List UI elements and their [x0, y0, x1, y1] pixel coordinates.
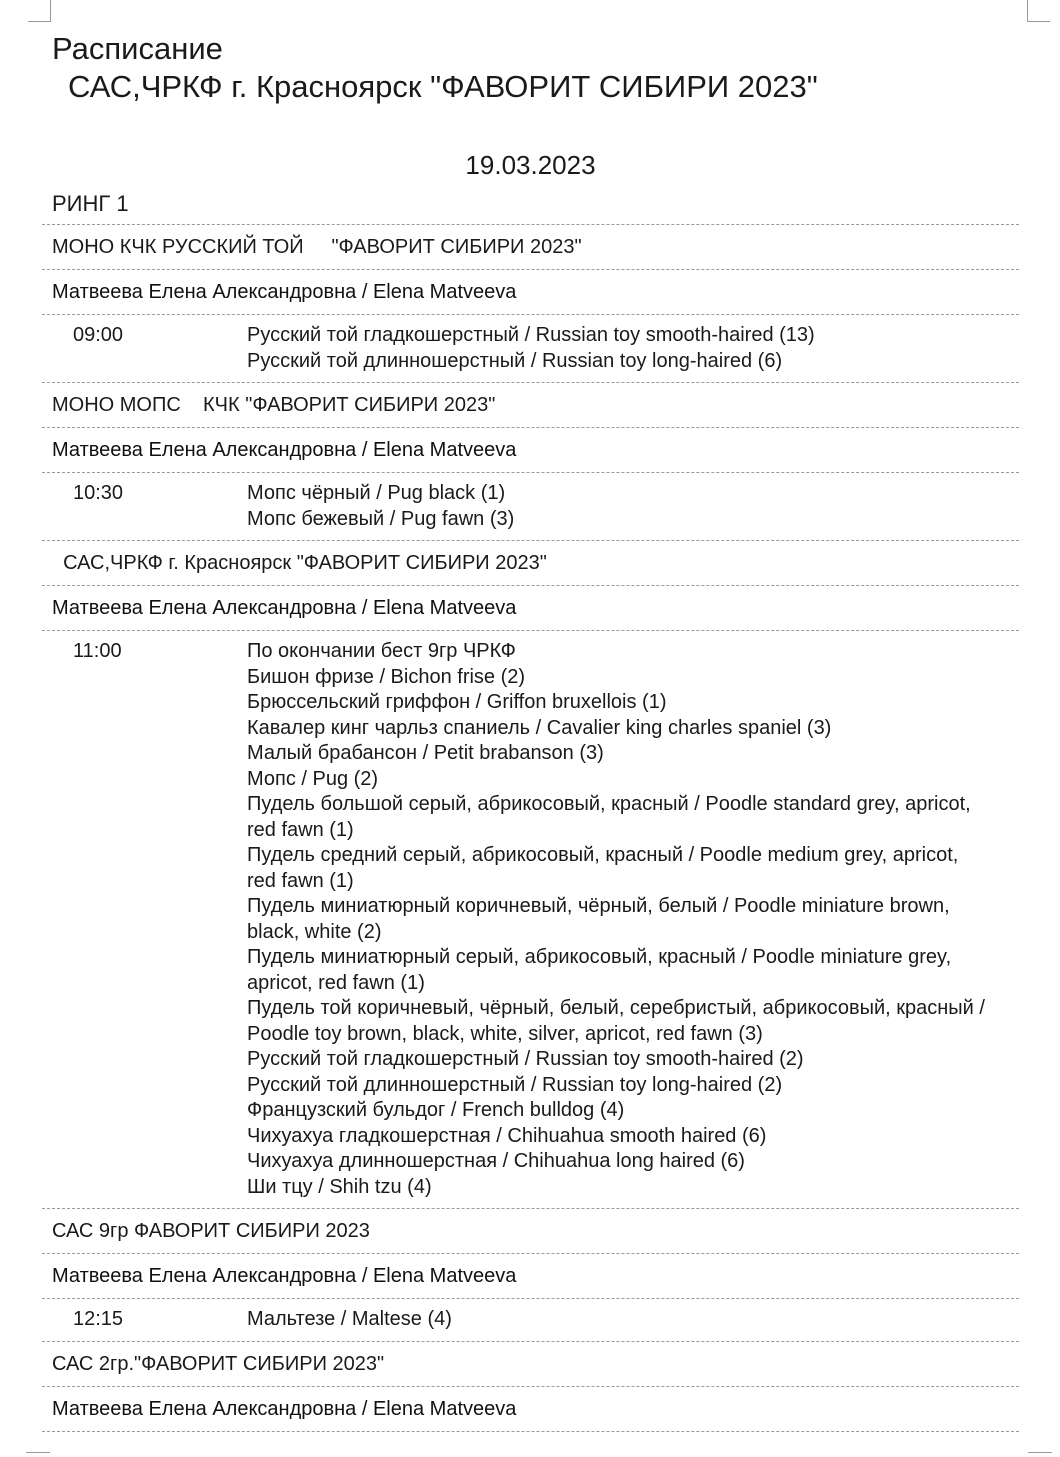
- judge-name: Матвеева Елена Александровна / Elena Matveeva: [52, 1397, 517, 1420]
- crop-mark-bottom-right-h: [1028, 1452, 1052, 1453]
- breed-item: Чихуахуа гладкошерстная / Chihuahua smooth haired (6): [247, 1124, 767, 1147]
- breed-item: Пудель миниатюрный коричневый, чёрный, белый / Poodle miniature brown, black, white (2): [247, 895, 950, 943]
- schedule-row: [42, 315, 1019, 382]
- breed-item: Брюссельский гриффон / Griffon bruxellois (1): [247, 691, 667, 713]
- breed-list: [247, 1307, 987, 1333]
- schedule-blocks: [42, 224, 1019, 1432]
- judge-name: Матвеева Елена Александровна / Elena Matveeva: [52, 597, 517, 619]
- schedule-time: 11:00: [73, 640, 122, 662]
- schedule-row: [42, 631, 1019, 1208]
- breed-item: Русский той длинношерстный / Russian toy long-haired (6): [247, 349, 783, 372]
- crop-mark-top-left-h: [28, 21, 50, 22]
- schedule-row: [42, 473, 1019, 540]
- page-title: [42, 30, 1019, 106]
- schedule-row: [42, 1299, 1019, 1341]
- breed-item: Кавалер кинг чарльз спаниель / Cavalier king charles spaniel (3): [247, 716, 832, 739]
- title-line-2: САС,ЧРКФ г. Красноярск "ФАВОРИТ СИБИРИ 2023": [68, 69, 818, 104]
- crop-mark-top-left-v: [50, 0, 51, 22]
- breed-item: Мопс чёрный / Pug black (1): [247, 482, 506, 504]
- breed-list: [247, 481, 987, 532]
- breed-item: Русский той длинношерстный / Russian toy long-haired (2): [247, 1073, 783, 1096]
- breed-item: Русский той гладкошерстный / Russian toy smooth-haired (13): [247, 324, 815, 346]
- breed-item: Русский той гладкошерстный / Russian toy smooth-haired (2): [247, 1048, 804, 1070]
- crop-mark-top-right-h: [1028, 21, 1050, 22]
- breed-item: Пудель большой серый, абрикосовый, красный / Poodle standard grey, apricot, red fawn (1): [247, 793, 971, 841]
- block-title: МОНО КЧК РУССКИЙ ТОЙ "ФАВОРИТ СИБИРИ 2023": [52, 236, 582, 258]
- block-title: САС 9гр ФАВОРИТ СИБИРИ 2023: [52, 1220, 370, 1242]
- crop-mark-bottom-left-h: [26, 1452, 50, 1453]
- breed-item: Бишон фризе / Bichon frise (2): [247, 665, 526, 688]
- schedule-time: 09:00: [73, 324, 124, 346]
- block-title: САС,ЧРКФ г. Красноярск "ФАВОРИТ СИБИРИ 2023": [52, 552, 547, 574]
- breed-item: Малый брабансон / Petit brabanson (3): [247, 742, 604, 764]
- breed-item: Мопс / Pug (2): [247, 767, 379, 790]
- breed-item: Пудель той коричневый, чёрный, белый, серебристый, абрикосовый, красный / Poodle toy brown, black, white, silver, apricot, red fawn (3): [247, 997, 985, 1045]
- breed-list: [247, 323, 987, 374]
- breed-item: Пудель средний серый, абрикосовый, красный / Poodle medium grey, apricot, red fawn (1): [247, 844, 959, 892]
- breed-item: Пудель миниатюрный серый, абрикосовый, красный / Poodle miniature grey, apricot, red fawn (1): [247, 946, 952, 994]
- breed-item: Мальтезе / Maltese (4): [247, 1308, 452, 1330]
- breed-item: По окончании бест 9гр ЧРКФ: [247, 640, 516, 662]
- judge-name: Матвеева Елена Александровна / Elena Matveeva: [52, 1265, 517, 1287]
- schedule-page: [42, 30, 1019, 1432]
- breed-list: [247, 639, 987, 1200]
- breed-item: Чихуахуа длинношерстная / Chihuahua long haired (6): [247, 1150, 745, 1172]
- schedule-time: 12:15: [73, 1308, 124, 1330]
- ring-label: РИНГ 1: [52, 191, 129, 216]
- judge-name: Матвеева Елена Александровна / Elena Matveeva: [52, 439, 517, 461]
- breed-item: Мопс бежевый / Pug fawn (3): [247, 507, 515, 530]
- crop-mark-top-right-v: [1027, 0, 1028, 22]
- schedule-time: 10:30: [73, 482, 124, 504]
- block-title: МОНО МОПС КЧК "ФАВОРИТ СИБИРИ 2023": [52, 394, 496, 416]
- judge-name: Матвеева Елена Александровна / Elena Matveeva: [52, 281, 517, 303]
- separator: [42, 1431, 1019, 1432]
- schedule-date: 19.03.2023: [465, 150, 596, 180]
- breed-item: Французский бульдог / French bulldog (4): [247, 1099, 625, 1121]
- breed-item: Ши тцу / Shih tzu (4): [247, 1175, 432, 1198]
- block-title: САС 2гр."ФАВОРИТ СИБИРИ 2023": [52, 1352, 385, 1375]
- title-line-1: Расписание: [52, 31, 223, 66]
